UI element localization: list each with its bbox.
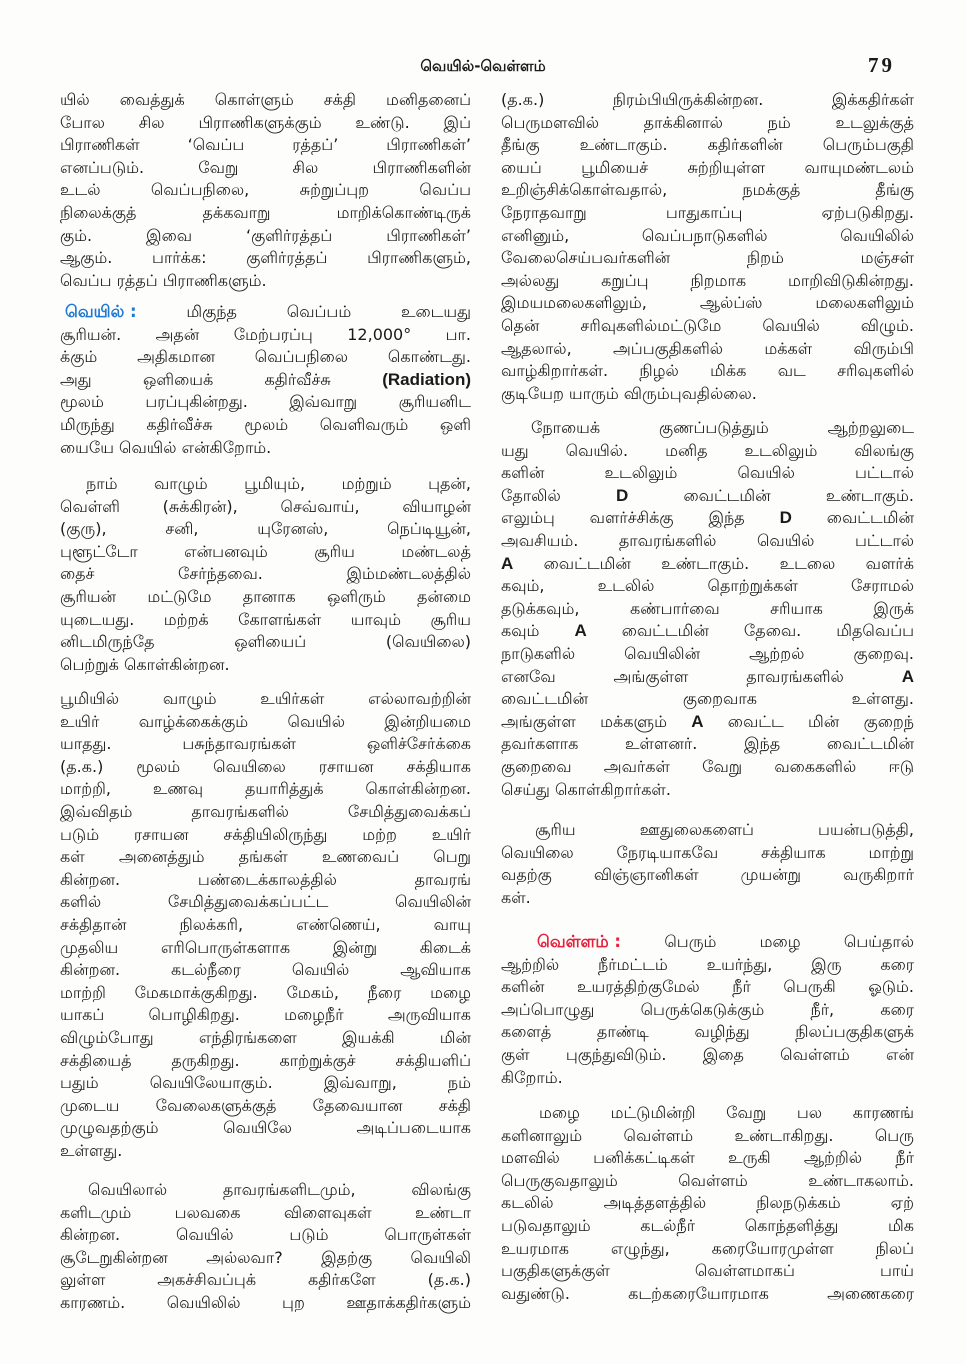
paragraph-flood-causes <box>501 1102 914 1305</box>
text-line: யாகப் பொழிகிறது. மழைநீர் அருவியாக <box>60 1005 471 1025</box>
text-line: சூரியன். அதன் மேற்பரப்பு 12,000° பா. <box>60 324 471 344</box>
entry-vellam-flood <box>501 931 914 1089</box>
text-line: செய்து கொள்கிறார்கள். <box>501 779 671 799</box>
latin-term: A <box>574 621 587 641</box>
text-line: அல்லது கறுப்பு நிறமாக மாறிவிடுகின்றது. <box>501 270 914 290</box>
text-line: எனவே அங்குள்ள தாவரங்களில் A <box>501 666 914 686</box>
text-line: கின்றன. பண்டைக்காலத்தில் தாவரங் <box>60 869 471 889</box>
text-line: உயிர் வாழ்க்கைக்கும் வெயில் இன்றியமை <box>60 711 471 731</box>
left-column <box>60 0 471 1364</box>
text-line: பெருகுவதாலும் வெள்ளம் உண்டாகலாம். <box>501 1170 914 1190</box>
text-line: களின் உயரத்திற்குமேல் நீர் பெருகி ஓடும். <box>501 977 914 997</box>
text-line: எனினும், வெப்பநாடுகளில் வெயிலில் <box>501 225 914 245</box>
text-line: பகுதிகளுக்குள் வெள்ளமாகப் பாய் <box>501 1261 914 1281</box>
text-line: வெள்ளி (சுக்கிரன்), செவ்வாய், வியாழன் <box>60 496 471 516</box>
text-line: எலும்பு வளர்ச்சிக்கு இந்த D வைட்டமின் <box>501 508 914 528</box>
text-line: கவும், உடலில் தொற்றுக்கள் சேராமல் <box>501 576 914 596</box>
text-line: ஆற்றில் நீர்மட்டம் உயர்ந்து, இரு கரை <box>501 954 914 974</box>
text-line: களிடமும் பலவகை விளைவுகள் உண்டா <box>60 1202 471 1222</box>
text-line: உயரமாக எழுந்து, கரையோரமுள்ள நிலப் <box>501 1238 914 1258</box>
text-line: ஆகும். பார்க்க: குளிர்ரத்தப் பிராணிகளும், <box>60 248 471 268</box>
text-line <box>60 301 471 324</box>
text-line: குடியேற யாரும் விரும்புவதில்லை. <box>501 383 757 403</box>
text-line: (த.க.) நிரம்பியிருக்கின்றன. இக்கதிர்கள் <box>501 90 914 109</box>
text-line: இமயமலைகளிலும், ஆல்ப்ஸ் மலைகளிலும் <box>501 293 914 313</box>
text-line: மூலம் பரப்புகின்றது. இவ்வாறு சூரியனிட <box>60 392 471 412</box>
text-line: களைத் தாண்டி வழிந்து நிலப்பகுதிகளுக் <box>501 1022 914 1042</box>
paragraph-warm-blooded-animals <box>60 89 471 292</box>
paragraph-ultraviolet-rays <box>501 89 914 405</box>
text-line: அங்குள்ள மக்களும் A வைட்ட மின் குறைந் <box>501 711 914 731</box>
text-line: பூமியில் வாழும் உயிர்கள் எல்லாவற்றின் <box>60 689 471 708</box>
text-line: வெயிலை நேரடியாகவே சக்தியாக மாற்று <box>501 842 914 862</box>
text-line: கின்றன. வெயில் படும் பொருள்கள் <box>60 1225 471 1245</box>
text-line: கள் அனைத்தும் தங்கள் உணவைப் பெறு <box>60 847 471 867</box>
text-line: உடல் வெப்பநிலை, சுற்றுப்புற வெப்ப <box>60 180 471 200</box>
text-line: நேராதவாறு பாதுகாப்பு ஏற்படுகிறது. <box>501 202 914 222</box>
text-line: தைச் சேர்ந்தவை. இம்மண்டலத்தில் <box>60 564 471 584</box>
text-line: பதும் வெயிலேயாகும். இவ்வாறு, நம் <box>60 1073 471 1093</box>
text-line: உறிஞ்சிக்கொள்வதால், நமக்குத் தீங்கு <box>501 180 914 200</box>
text-line: லுள்ள அகச்சிவப்புக் கதிர்களே (த.க.) <box>60 1270 471 1290</box>
text-line: சூடேறுகின்றன அல்லவா? இதற்கு வெயிலி <box>60 1247 471 1267</box>
text-line: யைப் பூமியைச் சுற்றியுள்ள வாயுமண்டலம் <box>501 157 914 177</box>
text-line: வாழ்கிறார்கள். நிழல் மிக்க வட சரிவுகளில் <box>501 361 914 381</box>
entry-heading: வெயில் : <box>65 302 137 321</box>
text-line: நோயைக் குணப்படுத்தும் ஆற்றலுடை <box>531 418 914 437</box>
text-line: நாம் வாழும் பூமியும், மற்றும் புதன், <box>86 474 471 493</box>
text-line: களின் உடலிலும் வெயில் பட்டால் <box>501 463 914 483</box>
text-line: தென் சரிவுகளில்மட்டுமே வெயில் விழும். <box>501 315 914 335</box>
text-line: அப்பொழுது பெருக்கெடுக்கும் நீர், கரை <box>501 999 914 1019</box>
text-line-body: பெரும் மழை பெய்தால் <box>664 932 914 951</box>
text-line: யுடையது. மற்றக் கோளங்கள் யாவும் சூரிய <box>60 609 471 629</box>
text-line: கிறோம். <box>501 1067 563 1087</box>
text-line: உள்ளது. <box>60 1140 123 1160</box>
text-line: A வைட்டமின் உண்டாகும். உடலை வளர்க் <box>501 553 914 573</box>
text-line: யது வெயில். மனித உடலிலும் விலங்கு <box>501 440 914 460</box>
text-line: வெப்ப ரத்தப் பிராணிகளும். <box>60 270 267 290</box>
text-line: தடுக்கவும், கண்பார்வை சரியாக இருக் <box>501 598 914 618</box>
latin-term: A <box>901 666 914 686</box>
text-line: அவசியம். தாவரங்களில் வெயில் பட்டால் <box>501 530 914 550</box>
text-line: எனப்படும். வேறு சில பிராணிகளின் <box>60 157 471 177</box>
paragraph-vitamins <box>501 417 914 801</box>
text-line: குறைவை அவர்கள் வேறு வகைகளில் ஈடு <box>501 756 914 776</box>
text-line: களினாலும் வெள்ளம் உண்டாகிறது. பெரு <box>501 1125 914 1145</box>
text-line: சக்திதான் நிலக்கரி, எண்ணெய், வாயு <box>60 914 471 934</box>
text-line: வதுண்டு. கடற்கரையோரமாக அணைகரை <box>501 1283 914 1303</box>
right-column <box>501 0 914 1364</box>
text-line: சூரிய ஊதுலைகளைப் பயன்படுத்தி, <box>535 820 914 839</box>
text-line: மாற்றி மேகமாக்குகிறது. மேகம், நீரை மழை <box>60 982 471 1002</box>
entry-veyil-sunlight <box>60 301 471 459</box>
text-line: குள் புகுந்துவிடும். இதை வெள்ளம் என் <box>501 1044 914 1064</box>
text-line: வேலைசெய்பவர்களின் நிறம் மஞ்சள் <box>501 248 914 268</box>
text-line: கவும் A வைட்டமின் தேவை. மிதவெப்ப <box>501 621 914 641</box>
latin-term: (Radiation) <box>382 369 471 389</box>
text-line <box>501 931 914 954</box>
text-line: (த.க.) மூலம் வெயிலை ரசாயன சக்தியாக <box>60 756 471 776</box>
text-line: க்கும் அதிகமான வெப்பநிலை கொண்டது. <box>60 347 471 367</box>
text-line-body: மிகுந்த வெப்பம் உடையது <box>186 302 471 321</box>
entry-heading: வெள்ளம் : <box>537 932 622 951</box>
text-line: யையே வெயில் என்கிறோம். <box>60 437 272 457</box>
text-line: கின்றன. கடல்நீரை வெயில் ஆவியாக <box>60 960 471 980</box>
text-line: பெற்றுக் கொள்கின்றன. <box>60 654 230 674</box>
text-line: வைட்டமின் குறைவாக உள்ளது. <box>501 689 914 709</box>
latin-term: D <box>615 485 629 505</box>
text-line: விழும்போது எந்திரங்களை இயக்கி மின் <box>60 1027 471 1047</box>
text-line: தீங்கு உண்டாகும். கதிர்களின் பெரும்பகுதி <box>501 135 914 155</box>
page-number: 79 <box>868 53 895 77</box>
text-line: பெருமளவில் தாக்கினால் நம் உடலுக்குத் <box>501 112 914 132</box>
text-line: யாதது. பசுந்தாவரங்கள் ஒளிச்சேர்க்கை <box>60 734 471 754</box>
text-line: யில் வைத்துக் கொள்ளும் சக்தி மனிதனைப் <box>60 90 471 109</box>
text-line: முழுவதற்கும் வெயிலே அடிப்படையாக <box>60 1118 471 1138</box>
text-line: கள். <box>501 887 531 907</box>
text-line: இவ்விதம் தாவரங்களில் சேமித்துவைக்கப் <box>60 801 471 821</box>
latin-term: A <box>501 553 514 573</box>
text-line: சூரியன் மட்டுமே தானாக ஒளிரும் தன்மை <box>60 586 471 606</box>
text-line: படும் ரசாயன சக்தியிலிருந்து மற்ற உயிர் <box>60 824 471 844</box>
text-line: மாற்றி, உணவு தயாரித்துக் கொள்கின்றன. <box>60 779 471 799</box>
latin-term: D <box>779 508 792 528</box>
text-line: மளவில் பனிக்கட்டிகள் உருகி ஆற்றில் நீர் <box>501 1148 914 1168</box>
text-line: படுவதாலும் கடல்நீர் கொந்தளித்து மிக <box>501 1215 914 1235</box>
text-line: தவர்களாக உள்ளனர். இந்த வைட்டமின் <box>501 734 914 754</box>
text-line: மிருந்து கதிர்வீச்சு மூலம் வெளிவரும் ஒளி <box>60 414 471 434</box>
paragraph-energy-source <box>60 688 471 1162</box>
running-head-title: வெயில்-வெள்ளம் <box>420 57 546 75</box>
text-line: வெயிலால் தாவரங்களிடமும், விலங்கு <box>88 1180 471 1199</box>
text-line: கடலில் அடித்தளத்தில் நிலநடுக்கம் ஏற் <box>501 1193 914 1213</box>
text-line: புளூட்டோ என்பனவும் சூரிய மண்டலத் <box>60 541 471 561</box>
text-line: நாடுகளில் வெயிலின் ஆற்றல் குறைவு. <box>501 643 914 663</box>
text-line: காரணம். வெயிலில் புற ஊதாக்கதிர்களும் <box>60 1292 471 1312</box>
text-line: நிலைக்குத் தக்கவாறு மாறிக்கொண்டிருக் <box>60 202 471 222</box>
latin-term: A <box>691 711 704 731</box>
text-line: முதலிய எரிபொருள்களாக இன்று கிடைக் <box>60 937 471 957</box>
text-line: தோலில் D வைட்டமின் உண்டாகும். <box>501 485 914 505</box>
paragraph-solar-furnaces <box>501 819 914 909</box>
text-line: னிடமிருந்தே ஒளியைப் (வெயிலை) <box>60 632 471 652</box>
text-line: கும். இவை ‘குளிர்ரத்தப் பிராணிகள்’ <box>60 225 471 245</box>
text-line: மழை மட்டுமின்றி வேறு பல காரணங் <box>539 1103 914 1122</box>
text-line: சக்தியைத் தருகிறது. காற்றுக்குச் சக்தியளிப் <box>60 1050 471 1070</box>
paragraph-effects-of-sunlight <box>60 1179 471 1315</box>
text-line: (குரு), சனி, யுரேனஸ், நெப்டியூன், <box>60 519 471 539</box>
text-line: ஆதலால், அப்பகுதிகளில் மக்கள் விரும்பி <box>501 338 914 358</box>
text-line: போல சில பிராணிகளுக்கும் உண்டு. இப் <box>60 112 471 132</box>
text-line: அது ஒளியைக் கதிர்வீச்சு (Radiation) <box>60 369 471 389</box>
paragraph-solar-system <box>60 473 471 676</box>
text-line: முடைய வேலைகளுக்குத் தேவையான சக்தி <box>60 1095 471 1115</box>
text-line: களில் சேமித்துவைக்கப்பட்ட வெயிலின் <box>60 892 471 912</box>
text-line: வதற்கு விஞ்ஞானிகள் முயன்று வருகிறார் <box>501 865 914 885</box>
text-line: பிராணிகள் ‘வெப்ப ரத்தப்’ பிராணிகள்’ <box>60 135 471 155</box>
